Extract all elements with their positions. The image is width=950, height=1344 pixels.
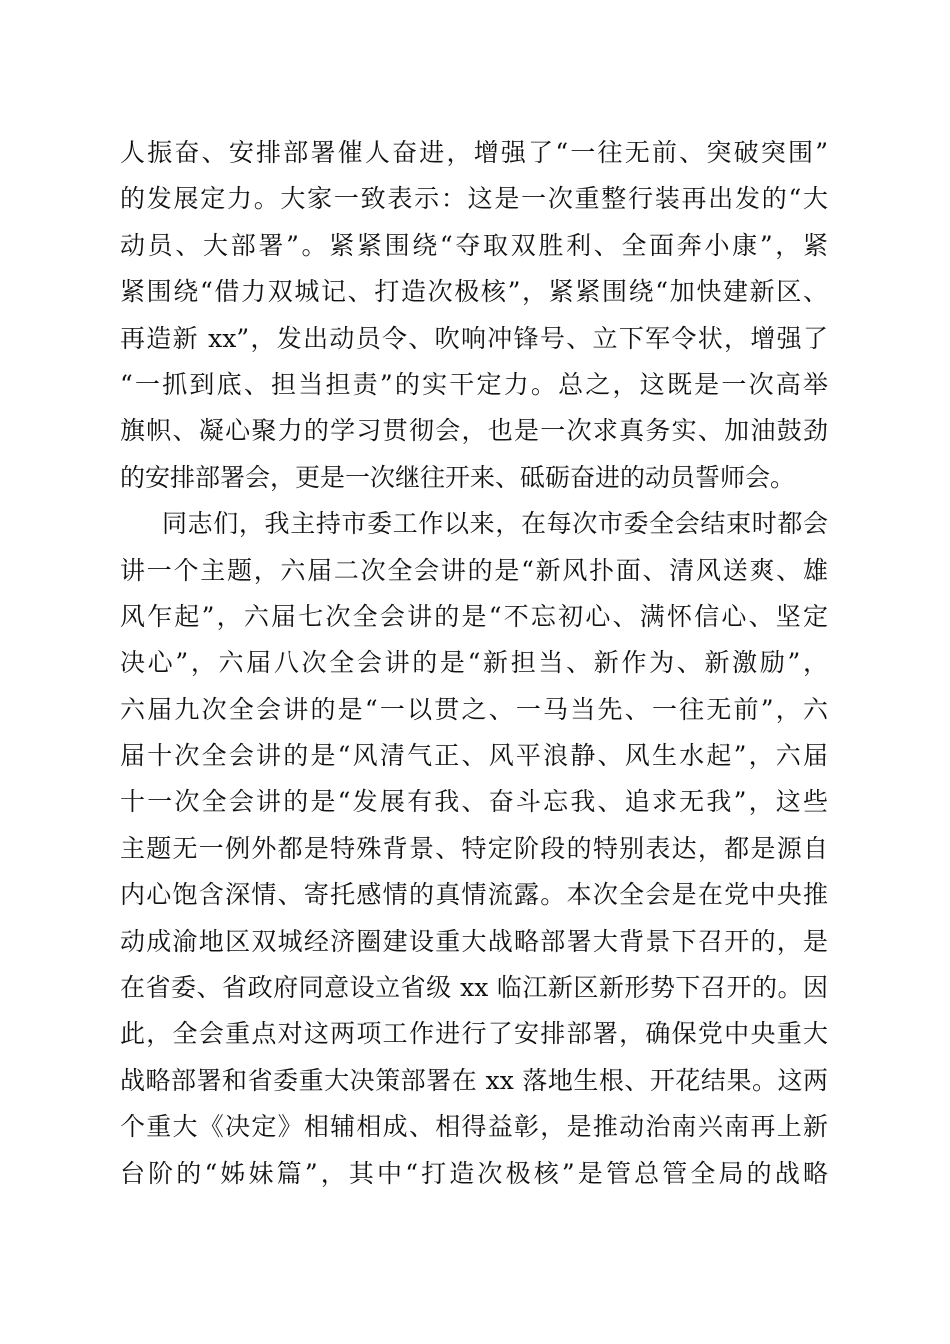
text-line: 决心”，六届八次全会讲的是“新担当、新作为、新激励”， bbox=[120, 648, 828, 678]
text-line: 再造新 xx”，发出动员令、吹响冲锋号、立下军令状，增强了 bbox=[120, 323, 828, 353]
text-line: 十一次全会讲的是“发展有我、奋斗忘我、追求无我”，这些 bbox=[120, 787, 828, 817]
document-body bbox=[120, 130, 828, 1197]
text-line: 在省委、省政府同意设立省级 xx 临江新区新形势下召开的。因 bbox=[120, 973, 828, 1003]
text-line: 主题无一例外都是特殊背景、特定阶段的特别表达，都是源自 bbox=[120, 833, 828, 863]
text-line: “一抓到底、担当担责”的实干定力。总之，这既是一次高举 bbox=[120, 369, 828, 399]
text-line: 紧围绕“借力双城记、打造次极核”，紧紧围绕“加快建新区、 bbox=[120, 277, 828, 307]
text-line: 旗帜、凝心聚力的学习贯彻会，也是一次求真务实、加油鼓劲 bbox=[120, 416, 828, 446]
text-line: 台阶的“姊妹篇”，其中“打造次极核”是管总管全局的战略 bbox=[120, 1158, 828, 1188]
text-line: 战略部署和省委重大决策部署在 xx 落地生根、开花结果。这两 bbox=[120, 1065, 828, 1095]
text-line: 风乍起”，六届七次全会讲的是“不忘初心、满怀信心、坚定 bbox=[120, 601, 828, 631]
text-line: 讲一个主题，六届二次全会讲的是“新风扑面、清风送爽、雄 bbox=[120, 555, 828, 585]
text-line: 同志们，我主持市委工作以来，在每次市委全会结束时都会 bbox=[162, 509, 828, 539]
text-line: 人振奋、安排部署催人奋进，增强了“一往无前、突破突围” bbox=[120, 138, 828, 167]
text-line: 动员、大部署”。紧紧围绕“夺取双胜利、全面奔小康”，紧 bbox=[120, 230, 828, 260]
paragraph-2 bbox=[120, 501, 828, 1197]
text-line: 六届九次全会讲的是“一以贯之、一马当先、一往无前”，六 bbox=[120, 694, 828, 724]
text-line: 个重大《决定》相辅相成、相得益彰，是推动治南兴南再上新 bbox=[120, 1112, 828, 1142]
text-line: 此，全会重点对这两项工作进行了安排部署，确保党中央重大 bbox=[120, 1019, 828, 1049]
text-line: 动成渝地区双城经济圈建设重大战略部署大背景下召开的，是 bbox=[120, 926, 828, 956]
text-line: 的发展定力。大家一致表示：这是一次重整行装再出发的“大 bbox=[120, 184, 828, 214]
text-line: 的安排部署会，更是一次继往开来、砥砺奋进的动员誓师会。 bbox=[120, 462, 796, 492]
paragraph-1 bbox=[120, 130, 828, 501]
text-line: 内心饱含深情、寄托感情的真情流露。本次全会是在党中央推 bbox=[120, 880, 828, 910]
text-line: 届十次全会讲的是“风清气正、风平浪静、风生水起”，六届 bbox=[120, 741, 828, 771]
